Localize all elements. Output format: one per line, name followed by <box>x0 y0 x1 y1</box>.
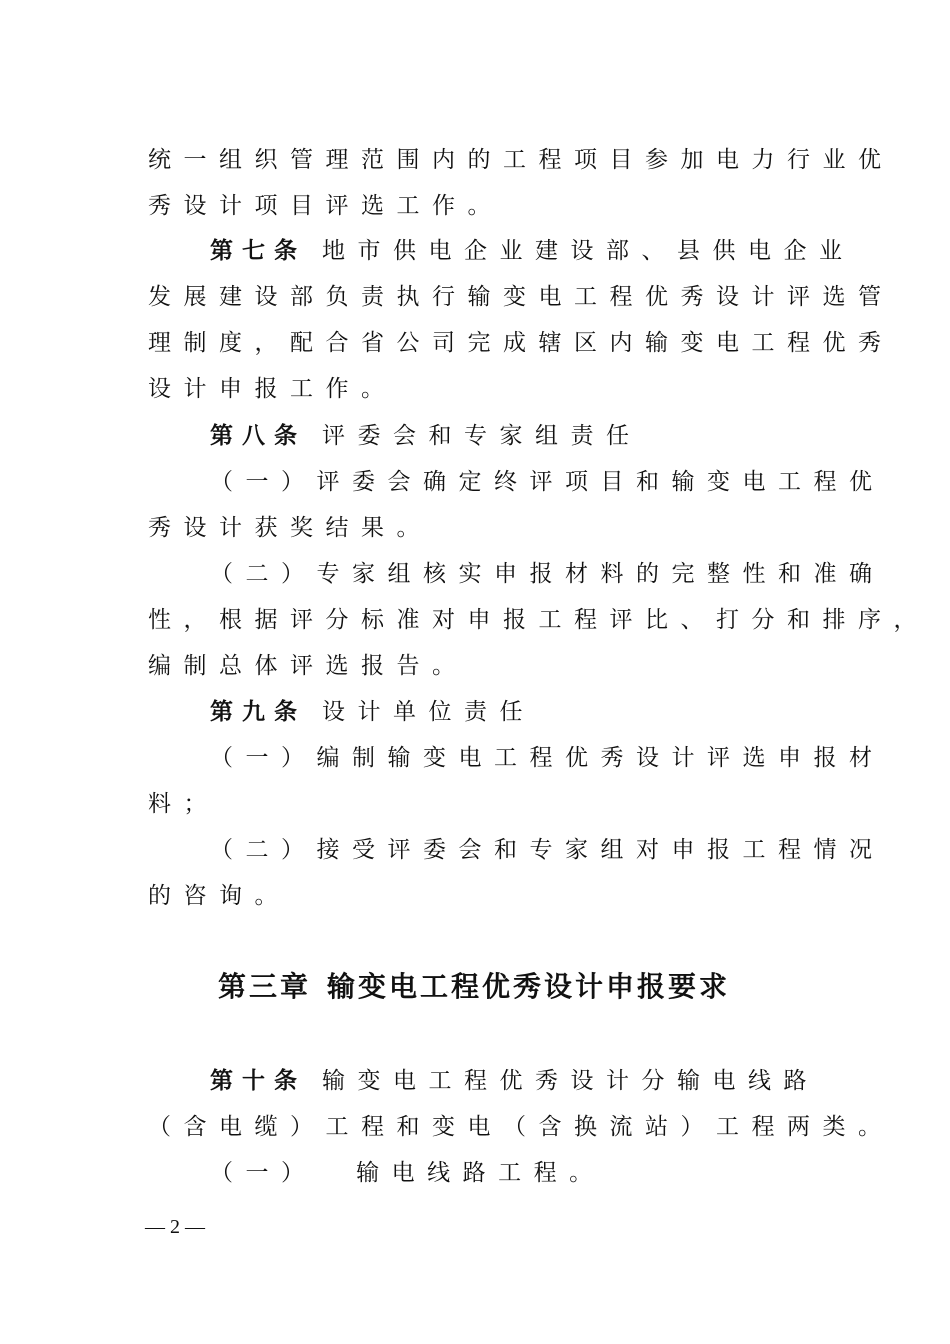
article-10 <box>210 1066 819 1096</box>
body-text-line: 统一组织管理范围内的工程项目参加电力行业优 <box>148 147 894 173</box>
article-heading: 第七条 <box>210 237 306 264</box>
body-text-line: （含电缆）工程和变电（含换流站）工程两类。 <box>148 1114 894 1140</box>
body-text-line: 的咨询。 <box>148 883 290 909</box>
article-8 <box>210 421 642 451</box>
article-heading: 第十条 <box>210 1067 306 1094</box>
list-item-line: （一）编制输变电工程优秀设计评选申报材 <box>210 745 885 771</box>
article-7 <box>210 236 855 266</box>
article-9 <box>210 697 535 727</box>
body-text-line: 料； <box>148 791 219 817</box>
chapter-heading <box>218 970 730 1004</box>
list-item-line: （一）评委会确定终评项目和输变电工程优 <box>210 469 885 495</box>
body-text-line: 编制总体评选报告。 <box>148 653 468 679</box>
body-text-line: 发展建设部负责执行输变电工程优秀设计评选管 <box>148 284 894 310</box>
article-heading: 第九条 <box>210 698 306 725</box>
body-text-line: 理制度，配合省公司完成辖区内输变电工程优秀 <box>148 330 894 356</box>
body-text-line: 性，根据评分标准对申报工程评比、打分和排序， <box>148 607 929 633</box>
body-text: 地市供电企业建设部、县供电企业 <box>322 238 855 264</box>
body-text: 评委会和专家组责任 <box>322 423 642 449</box>
chapter-title: 输变电工程优秀设计申报要求 <box>327 970 731 1003</box>
article-heading: 第八条 <box>210 422 306 449</box>
body-text: 输变电工程优秀设计分输电线路 <box>322 1068 819 1094</box>
body-text-line: 秀设计项目评选工作。 <box>148 193 503 219</box>
chapter-number: 第三章 <box>218 970 312 1003</box>
page-number: — 2 — <box>145 1216 205 1238</box>
list-item-line: （二）专家组核实申报材料的完整性和准确 <box>210 561 885 587</box>
list-item-line: （一） 输电线路工程。 <box>210 1160 605 1186</box>
body-text-line: 设计申报工作。 <box>148 376 397 402</box>
body-text: 设计单位责任 <box>322 699 535 725</box>
body-text-line: 秀设计获奖结果。 <box>148 515 432 541</box>
list-item-line: （二）接受评委会和专家组对申报工程情况 <box>210 837 885 863</box>
